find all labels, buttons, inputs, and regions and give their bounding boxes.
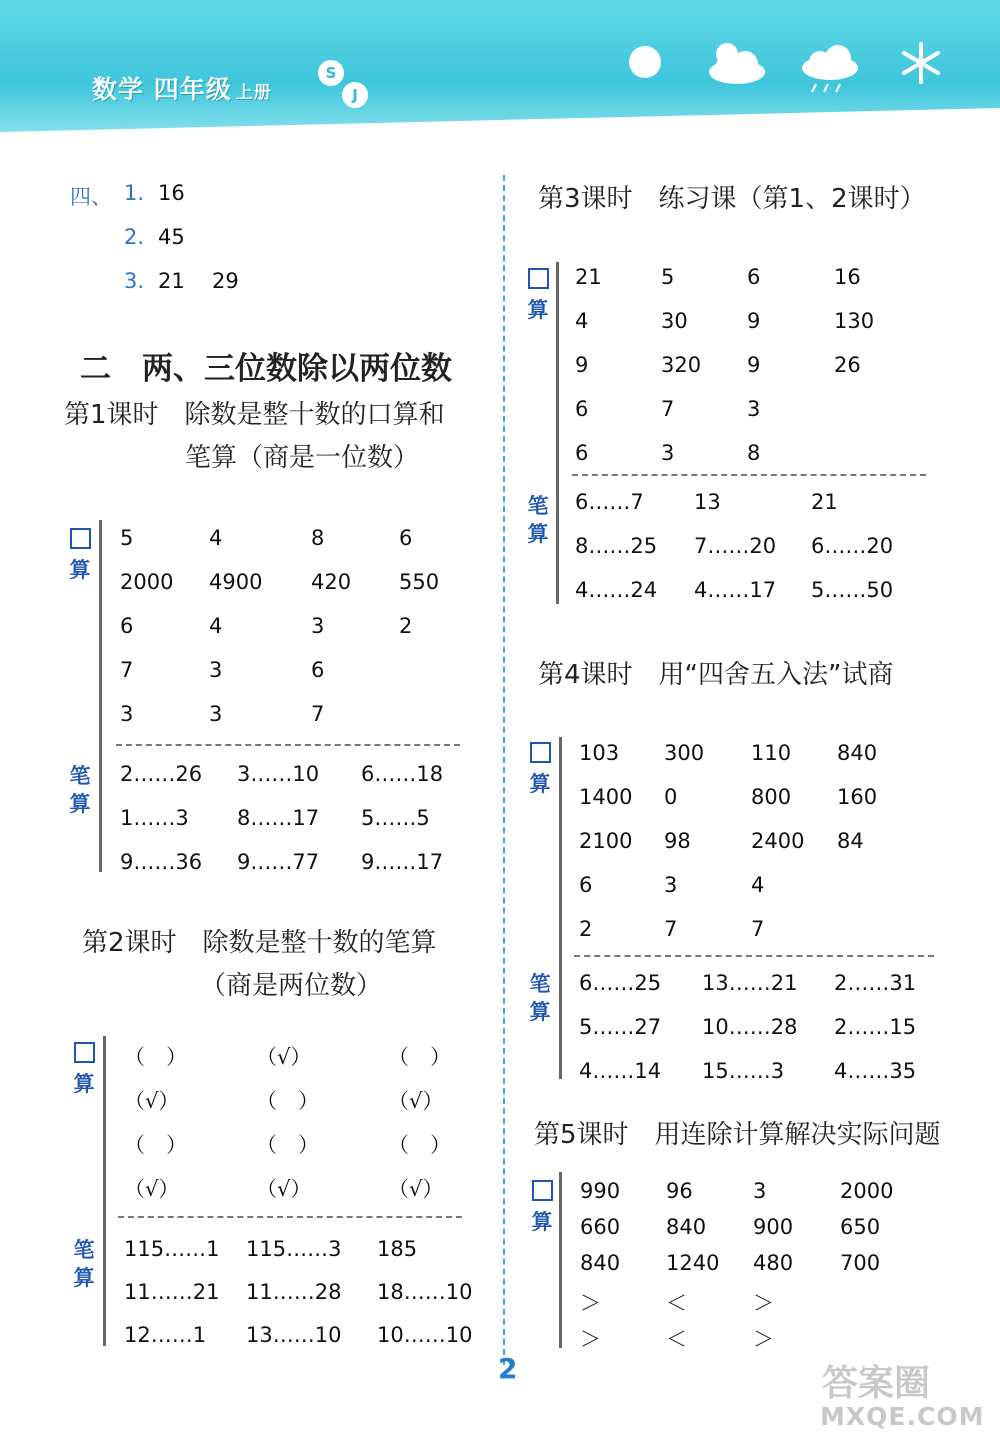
page-number: 2 bbox=[498, 1352, 518, 1385]
answer-cell: 15……3 bbox=[702, 1059, 785, 1083]
answer-cell: 7 bbox=[751, 917, 765, 941]
lesson-subtitle: 笔算（商是一位数） bbox=[185, 443, 420, 473]
answer-cell: 6 bbox=[575, 441, 589, 465]
watermark-logo: 答案圈 bbox=[822, 1363, 931, 1404]
answer-cell: （ ） bbox=[256, 1089, 319, 1113]
answer-cell: 3 bbox=[661, 441, 675, 465]
answer-cell: （√） bbox=[388, 1177, 444, 1201]
dashed-separator bbox=[118, 1216, 462, 1218]
answer-cell: 3 bbox=[664, 873, 678, 897]
item-answer: 16 bbox=[158, 181, 185, 205]
answer-cell: 1240 bbox=[666, 1251, 720, 1275]
answer-cell: 9……17 bbox=[361, 850, 444, 874]
kousuan-tag: 算 bbox=[528, 1180, 556, 1236]
answer-cell: 3 bbox=[311, 614, 325, 638]
answer-cell: 3 bbox=[753, 1179, 767, 1203]
answer-cell: 840 bbox=[837, 741, 878, 765]
answer-cell: 7 bbox=[664, 917, 678, 941]
badge-s: S bbox=[318, 60, 344, 86]
answer-cell: 9 bbox=[747, 309, 761, 333]
answer-cell: 185 bbox=[377, 1237, 418, 1261]
item-answer: 45 bbox=[158, 225, 185, 249]
answer-cell: 6 bbox=[120, 614, 134, 638]
answer-cell: 4……17 bbox=[694, 578, 777, 602]
answer-cell: 5 bbox=[120, 526, 134, 550]
dashed-separator bbox=[116, 744, 460, 746]
answer-cell: 11……21 bbox=[124, 1280, 220, 1304]
lesson-title: 第4课时 用“四舍五入法”试商 bbox=[538, 660, 894, 690]
answer-cell: （√） bbox=[124, 1089, 180, 1113]
answer-cell: 21 bbox=[575, 265, 602, 289]
answer-cell: 2……31 bbox=[834, 971, 917, 995]
answer-cell: （ ） bbox=[124, 1133, 187, 1157]
item-number: 1. bbox=[124, 181, 145, 205]
bracket-line bbox=[99, 520, 102, 872]
badge-j: J bbox=[342, 82, 368, 108]
dashed-separator bbox=[572, 474, 926, 476]
answer-cell: 3……10 bbox=[237, 762, 320, 786]
answer-cell: ＞ bbox=[753, 1291, 774, 1315]
bracket-line bbox=[103, 1036, 106, 1346]
cloud-sun-icon bbox=[705, 40, 767, 90]
dashed-separator bbox=[574, 955, 934, 957]
answer-cell: 4 bbox=[575, 309, 589, 333]
answer-cell: 5 bbox=[661, 265, 675, 289]
lesson-title: 第5课时 用连除计算解决实际问题 bbox=[534, 1120, 941, 1150]
answer-cell: 2 bbox=[579, 917, 593, 941]
answer-cell: 4……35 bbox=[834, 1059, 917, 1083]
answer-cell: 2100 bbox=[579, 829, 633, 853]
answer-cell: 990 bbox=[580, 1179, 621, 1203]
lesson-subtitle: （商是两位数） bbox=[200, 971, 383, 1001]
answer-cell: 8……25 bbox=[575, 534, 658, 558]
answer-cell: 13 bbox=[694, 490, 721, 514]
book-title bbox=[92, 70, 272, 106]
answer-cell: 7 bbox=[120, 658, 134, 682]
answer-cell: 3 bbox=[747, 397, 761, 421]
answer-cell: 4 bbox=[209, 614, 223, 638]
kou-box-icon bbox=[70, 528, 91, 549]
answer-cell: 3 bbox=[209, 702, 223, 726]
answer-cell: 13……10 bbox=[246, 1323, 342, 1347]
grade-label: 四年级 bbox=[153, 75, 232, 104]
answer-cell: 5……5 bbox=[361, 806, 430, 830]
item-answer: 29 bbox=[212, 269, 239, 293]
answer-cell: 320 bbox=[661, 353, 702, 377]
answer-cell: 8 bbox=[311, 526, 325, 550]
answer-cell: 84 bbox=[837, 829, 864, 853]
answer-cell: 300 bbox=[664, 741, 705, 765]
answer-cell: 103 bbox=[579, 741, 620, 765]
answer-cell: 5……27 bbox=[579, 1015, 662, 1039]
answer-cell: 9 bbox=[575, 353, 589, 377]
kou-box-icon bbox=[532, 1180, 553, 1201]
answer-cell: 8……17 bbox=[237, 806, 320, 830]
answer-cell: 4……24 bbox=[575, 578, 658, 602]
answer-cell: ＜ bbox=[666, 1291, 687, 1315]
answer-cell: （√） bbox=[256, 1177, 312, 1201]
answer-cell: 2400 bbox=[751, 829, 805, 853]
volume-label: 上册 bbox=[235, 83, 272, 103]
answer-cell: ＞ bbox=[753, 1327, 774, 1351]
bracket-line bbox=[559, 1172, 562, 1348]
subject-label: 数学 bbox=[92, 75, 145, 104]
answer-cell: 840 bbox=[580, 1251, 621, 1275]
kousuan-tag: 算 bbox=[70, 1042, 98, 1098]
answer-cell: 110 bbox=[751, 741, 792, 765]
answer-cell: 1……3 bbox=[120, 806, 189, 830]
answer-cell: 160 bbox=[837, 785, 878, 809]
answer-cell: （ ） bbox=[256, 1133, 319, 1157]
answer-cell: 9 bbox=[747, 353, 761, 377]
snowflake-icon bbox=[898, 40, 944, 86]
answer-cell: 5……50 bbox=[811, 578, 894, 602]
answer-cell: 4……14 bbox=[579, 1059, 662, 1083]
sun-icon bbox=[625, 40, 665, 80]
answer-cell: （√） bbox=[124, 1177, 180, 1201]
item-number: 3. bbox=[124, 269, 145, 293]
answer-cell: 9……36 bbox=[120, 850, 203, 874]
answer-cell: 6 bbox=[575, 397, 589, 421]
answer-cell: 2 bbox=[399, 614, 413, 638]
bisuan-tag: 笔 算 bbox=[73, 1238, 95, 1290]
answer-cell: 3 bbox=[120, 702, 134, 726]
answer-cell: 6 bbox=[747, 265, 761, 289]
answer-cell: 115……3 bbox=[246, 1237, 342, 1261]
answer-cell: 6……7 bbox=[575, 490, 644, 514]
answer-cell: （ ） bbox=[388, 1045, 451, 1069]
answer-cell: 11……28 bbox=[246, 1280, 342, 1304]
answer-cell: 900 bbox=[753, 1215, 794, 1239]
watermark-url: MXQE.COM bbox=[820, 1402, 985, 1431]
answer-cell: 10……10 bbox=[377, 1323, 473, 1347]
answer-cell: 7 bbox=[661, 397, 675, 421]
answer-cell: 4 bbox=[209, 526, 223, 550]
item-number: 2. bbox=[124, 225, 145, 249]
section-title: 二 两、三位数除以两位数 bbox=[80, 351, 452, 387]
answer-cell: （ ） bbox=[388, 1133, 451, 1157]
answer-cell: （√） bbox=[256, 1045, 312, 1069]
bisuan-tag: 笔 算 bbox=[529, 972, 551, 1024]
answer-cell: 12……1 bbox=[124, 1323, 207, 1347]
answer-cell: 6 bbox=[399, 526, 413, 550]
answer-cell: 1400 bbox=[579, 785, 633, 809]
answer-cell: 30 bbox=[661, 309, 688, 333]
answer-cell: 6 bbox=[579, 873, 593, 897]
answer-cell: 0 bbox=[664, 785, 678, 809]
kou-box-icon bbox=[530, 742, 551, 763]
answer-cell: 130 bbox=[834, 309, 875, 333]
answer-cell: 98 bbox=[664, 829, 691, 853]
answer-cell: 9……77 bbox=[237, 850, 320, 874]
bracket-line bbox=[556, 262, 559, 604]
rain-cloud-icon bbox=[798, 40, 860, 94]
answer-cell: 4900 bbox=[209, 570, 263, 594]
column-divider bbox=[503, 175, 505, 1365]
answer-cell: 115……1 bbox=[124, 1237, 220, 1261]
answer-cell: 650 bbox=[840, 1215, 881, 1239]
answer-cell: 420 bbox=[311, 570, 352, 594]
answer-cell: 10……28 bbox=[702, 1015, 798, 1039]
answer-cell: 800 bbox=[751, 785, 792, 809]
answer-cell: 2000 bbox=[840, 1179, 894, 1203]
answer-cell: 4 bbox=[751, 873, 765, 897]
answer-cell: 26 bbox=[834, 353, 861, 377]
kousuan-tag: 算 bbox=[66, 528, 94, 584]
answer-cell: 6 bbox=[311, 658, 325, 682]
answer-cell: 6……25 bbox=[579, 971, 662, 995]
lesson-title: 第3课时 练习课（第1、2课时） bbox=[538, 184, 926, 214]
answer-cell: ＜ bbox=[666, 1327, 687, 1351]
answer-cell: 6……18 bbox=[361, 762, 444, 786]
lesson-title: 第1课时 除数是整十数的口算和 bbox=[64, 400, 445, 430]
part-four-label: 四、 bbox=[70, 185, 112, 209]
answer-cell: 7 bbox=[311, 702, 325, 726]
answer-cell: 2……26 bbox=[120, 762, 203, 786]
answer-cell: 96 bbox=[666, 1179, 693, 1203]
answer-cell: （√） bbox=[388, 1089, 444, 1113]
bracket-line bbox=[559, 737, 562, 1079]
kou-box-icon bbox=[74, 1042, 95, 1063]
lesson-title: 第2课时 除数是整十数的笔算 bbox=[82, 928, 437, 958]
answer-cell: 16 bbox=[834, 265, 861, 289]
answer-cell: 18……10 bbox=[377, 1280, 473, 1304]
answer-cell: 8 bbox=[747, 441, 761, 465]
bisuan-tag: 笔 算 bbox=[527, 494, 549, 546]
answer-cell: 2000 bbox=[120, 570, 174, 594]
answer-cell: 840 bbox=[666, 1215, 707, 1239]
answer-cell: ＞ bbox=[580, 1291, 601, 1315]
answer-cell: 3 bbox=[209, 658, 223, 682]
kousuan-tag: 算 bbox=[524, 268, 552, 324]
kousuan-tag: 算 bbox=[526, 742, 554, 798]
answer-cell: 2……15 bbox=[834, 1015, 917, 1039]
answer-cell: 700 bbox=[840, 1251, 881, 1275]
answer-cell: ＞ bbox=[580, 1327, 601, 1351]
answer-cell: 13……21 bbox=[702, 971, 798, 995]
answer-cell: 6……20 bbox=[811, 534, 894, 558]
item-answer: 21 bbox=[158, 269, 185, 293]
answer-cell: 550 bbox=[399, 570, 440, 594]
answer-cell: 480 bbox=[753, 1251, 794, 1275]
answer-cell: 21 bbox=[811, 490, 838, 514]
kou-box-icon bbox=[528, 268, 549, 289]
answer-cell: 7……20 bbox=[694, 534, 777, 558]
answer-cell: （ ） bbox=[124, 1045, 187, 1069]
answer-cell: 660 bbox=[580, 1215, 621, 1239]
bisuan-tag: 笔 算 bbox=[69, 764, 91, 816]
